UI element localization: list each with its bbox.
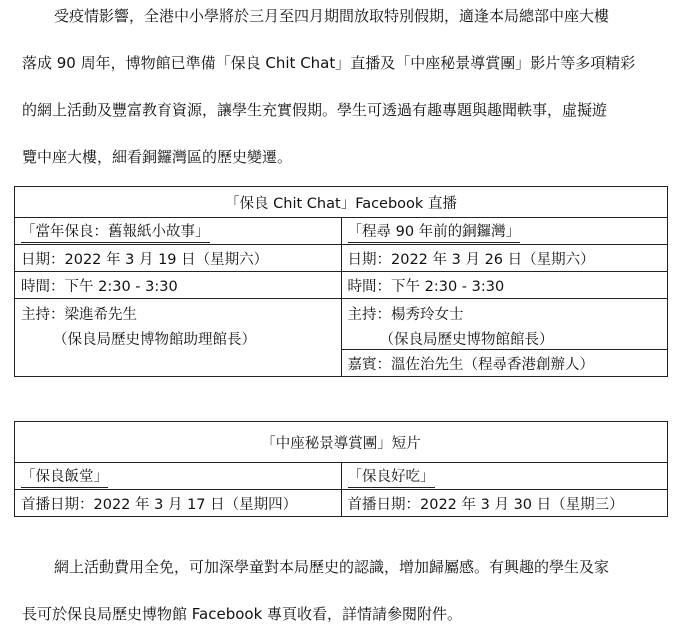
video-1-name: 「保良飯堂」: [21, 465, 108, 488]
video-2-premiere: 首播日期：2022 年 3 月 30 日（星期三）: [341, 490, 668, 517]
session-1-date: 日期：2022 年 3 月 19 日（星期六）: [15, 245, 342, 272]
session-2-time: 時間：下午 2:30 - 3:30: [341, 272, 668, 299]
video-2-name: 「保良好吃」: [348, 465, 435, 488]
session-1-host-cell: [15, 299, 342, 377]
closing-line-1: 網上活動費用全免，可加深學童對本局歷史的認識，增加歸屬感。有興趣的學生及家: [54, 558, 610, 576]
closing-paragraph: [22, 560, 672, 625]
intro-paragraph: [22, 0, 672, 170]
video-1-name-cell: [15, 463, 342, 490]
intro-line-2: 落成 90 周年，博物館已準備「保良 Chit Chat」直播及「中座秘景導賞團」影片等多項精彩: [22, 54, 636, 72]
session-1-time: 時間：下午 2:30 - 3:30: [15, 272, 342, 299]
intro-line-4: 覽中座大樓，細看銅鑼灣區的歷史變遷。: [22, 148, 293, 166]
video-table: [14, 421, 668, 517]
session-1-name-cell: [15, 218, 342, 245]
session-2-date: 日期：2022 年 3 月 26 日（星期六）: [341, 245, 668, 272]
video-1-premiere: 首播日期：2022 年 3 月 17 日（星期四）: [15, 490, 342, 517]
session-2-name: 「程尋 90 年前的銅鑼灣」: [348, 220, 521, 243]
intro-line-3: 的網上活動及豐富教育資源，讓學生充實假期。學生可透過有趣專題與趣聞軼事，虛擬遊: [22, 101, 608, 119]
session-2-host-title: （保良局歷史博物館館長）: [379, 332, 554, 348]
session-2-guest: 嘉賓：溫佐治先生（程尋香港創辦人）: [341, 350, 668, 377]
video-2-name-cell: [341, 463, 668, 490]
session-2-name-cell: [341, 218, 668, 245]
session-1-host-title: （保良局歷史博物館助理館長）: [53, 332, 256, 348]
live-table-title: 「保良 Chit Chat」Facebook 直播: [15, 187, 668, 218]
session-2-host: 主持：楊秀玲女士: [347, 307, 464, 323]
session-1-host: 主持：梁進希先生: [21, 307, 137, 323]
video-table-title: 「中座秘景導賞團」短片: [15, 422, 668, 463]
live-broadcast-table: [14, 186, 668, 377]
closing-line-2: 長可於保良局歷史博物館 Facebook 專頁收看，詳情請參閱附件。: [22, 605, 463, 623]
intro-line-1: 受疫情影響，全港中小學將於三月至四月期間放取特別假期，適逢本局總部中座大樓: [54, 7, 610, 25]
session-1-name: 「當年保良：舊報紙小故事」: [21, 220, 210, 243]
session-2-host-cell: [341, 299, 668, 350]
